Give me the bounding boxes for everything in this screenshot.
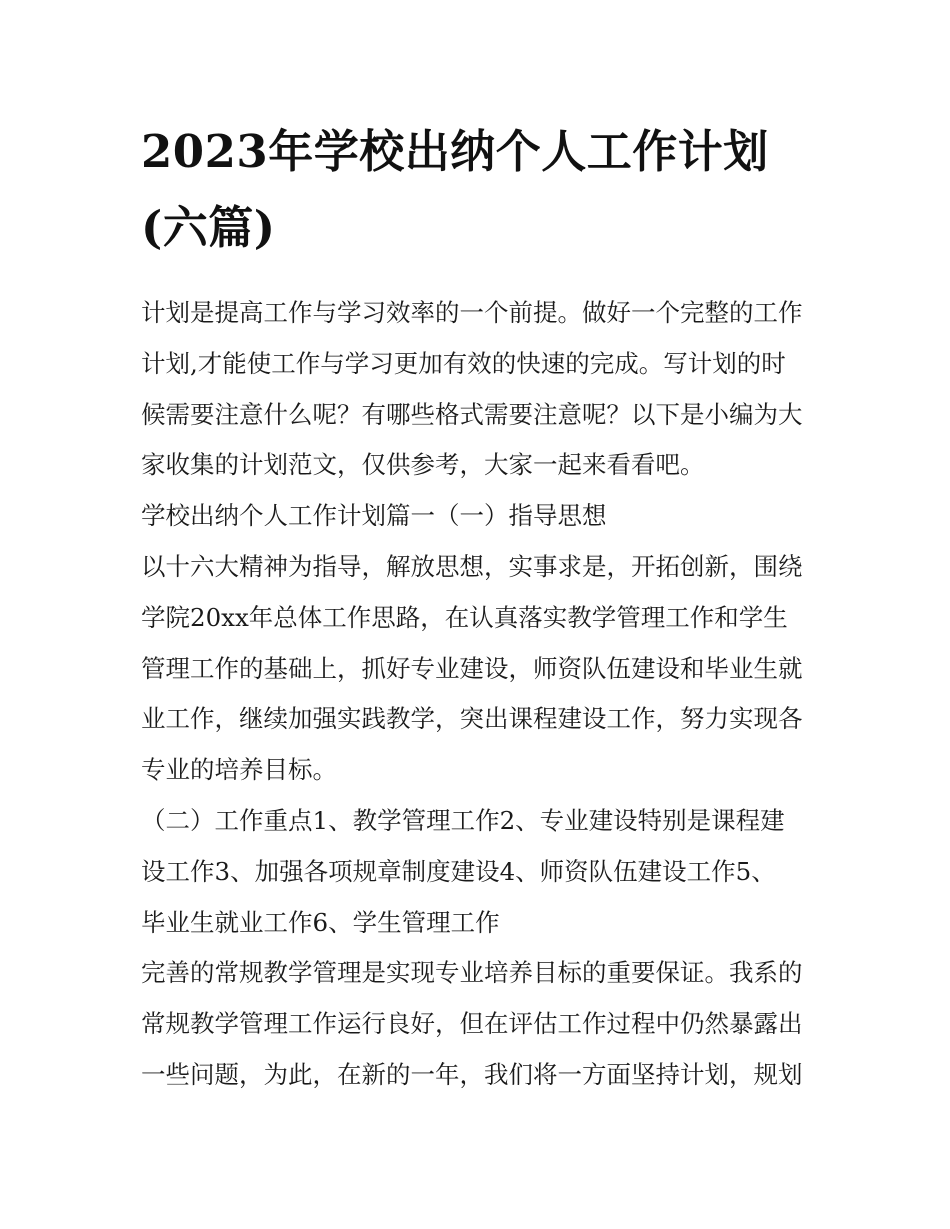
text-line: 计划是提高工作与学习效率的一个前提。做好一个完整的工作 xyxy=(141,298,803,327)
document-body xyxy=(141,288,813,1101)
document-content xyxy=(141,114,813,1101)
text-line: 完善的常规教学管理是实现专业培养目标的重要保证。我系的 xyxy=(141,958,803,988)
text-line: 常规教学管理工作运行良好，但在评估工作过程中仍然暴露出 xyxy=(141,1009,803,1039)
text-line: 计划,才能使工作与学习更加有效的快速的完成。写计划的时 xyxy=(141,348,786,378)
text-line: 学院20xx年总体工作思路，在认真落实教学管理工作和学生 xyxy=(141,602,788,632)
document-title xyxy=(141,114,813,266)
text-line: 专业的培养目标。 xyxy=(141,755,337,785)
text-line: 业工作，继续加强实践教学，突出课程建设工作，努力实现各 xyxy=(141,704,803,734)
text-line: （二）工作重点1、教学管理工作2、专业建设特别是课程建 xyxy=(141,805,785,835)
text-line: 以十六大精神为指导，解放思想，实事求是，开拓创新，围绕 xyxy=(141,551,803,581)
title-line-2: (六篇) xyxy=(141,201,276,254)
title-line-1: 2023年学校出纳个人工作计划 xyxy=(141,125,769,178)
text-line: 设工作3、加强各项规章制度建设4、师资队伍建设工作5、 xyxy=(141,856,776,886)
text-line: 一些问题，为此，在新的一年，我们将一方面坚持计划，规划 xyxy=(141,1059,803,1089)
text-line: 毕业生就业工作6、学生管理工作 xyxy=(141,907,500,937)
text-line: 候需要注意什么呢？有哪些格式需要注意呢？以下是小编为大 xyxy=(141,399,803,429)
text-line: 家收集的计划范文，仅供参考，大家一起来看看吧。 xyxy=(141,450,705,480)
section-heading-line: 学校出纳个人工作计划篇一（一）指导思想 xyxy=(141,501,607,531)
text-line: 管理工作的基础上，抓好专业建设，师资队伍建设和毕业生就 xyxy=(141,653,803,683)
